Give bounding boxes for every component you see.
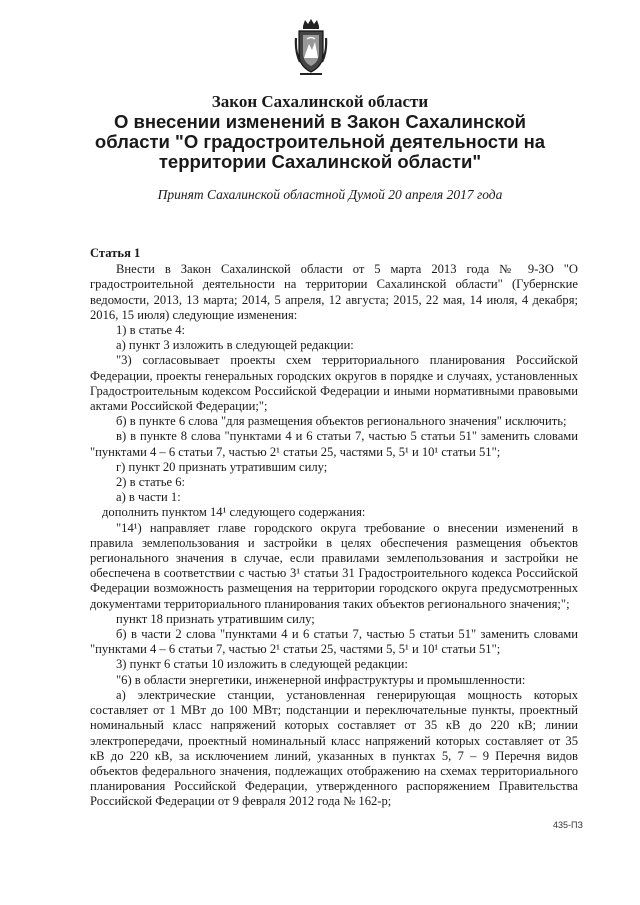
paragraph: г) пункт 20 признать утратившим силу;: [116, 459, 328, 474]
paragraph: в) в пункте 8 слова "пунктами 4 и 6 статьи 7, частью 5 статьи 51" заменить словами "пунктами 4 – 6 статьи 7, частью 2¹ статьи 25, частями 5, 5¹ и 10¹ статьи 51";: [90, 429, 578, 459]
title-line-1: Закон Сахалинской области: [211, 92, 429, 111]
paragraph: "14¹) направляет главе городского округа требование о внесении изменений в правила землепользования и застройки в целях обеспечения размещения объектов регионального значения в случае, если правилами землепользования и застройки не обеспечена в соответствии с частью 3¹ статьи 31 Градостроительного кодекса Российской Федерации возможность размещения на территории городского округа предусмотренных документами территориального планирования таких объектов регионального значения;";: [90, 520, 578, 611]
paragraph: а) в части 1:: [116, 490, 181, 505]
title-line-3: области "О градостроительной деятельности на: [94, 131, 546, 152]
page-code: 435-ПЗ: [553, 820, 583, 830]
paragraph: а) электрические станции, установленная генерирующая мощность которых составляет от 1 МВт до 100 МВт; подстанции и переключательные пункты, проектный номинальный класс напряжений которых составляет от 35 кВ до 220 кВ; линии электропередачи, проектный номинальный класс напряжений которых составляет от 35 кВ до 220 кВ, за исключением линий, указанных в пунктах 5, 7 – 9 Перечня видов объектов федерального значения, подлежащих отображению на схемах территориального планирования Российской Федерации, утвержденного распоряжением Правительства Российской Федерации от 9 февраля 2012 года № 162-р;: [90, 687, 578, 809]
paragraph: 2) в статье 6:: [116, 475, 186, 490]
law-title: [0, 92, 640, 172]
paragraph: Внести в Закон Сахалинской области от 5 марта 2013 года № 9-ЗО "О градостроительной деятельности на территории Сахалинской области" (Губернские ведомости, 2013, 13 марта; 2014, 5 апреля, 12 августа; 2015, 22 мая, 14 июля, 4 декабря; 2016, 15 июля) следующие изменения:: [90, 262, 578, 322]
article-body: [90, 246, 578, 810]
paragraph: б) в пункте 6 слова "для размещения объектов регионального значения" исключить;: [116, 414, 567, 429]
title-line-2: О внесении изменений в Закон Сахалинской: [113, 111, 527, 132]
paragraph: пункт 18 признать утратившим силу;: [116, 611, 315, 626]
title-line-4: территории Сахалинской области": [158, 151, 482, 172]
paragraph: а) пункт 3 изложить в следующей редакции:: [116, 338, 354, 353]
paragraph: 1) в статье 4:: [116, 323, 186, 338]
article-heading: Статья 1: [90, 246, 141, 260]
paragraph: 3) пункт 6 статьи 10 изложить в следующей редакции:: [116, 657, 408, 672]
paragraph: б) в части 2 слова "пунктами 4 и 6 статьи 7, частью 5 статьи 51" заменить словами "пунктами 4 – 6 статьи 7, частью 2¹ статьи 25, частями 5, 5¹ и 10¹ статьи 51";: [90, 627, 578, 657]
coat-of-arms-icon: [294, 18, 328, 78]
paragraph: дополнить пунктом 14¹ следующего содержания:: [102, 505, 366, 520]
adoption-note: Принят Сахалинской областной Думой 20 апреля 2017 года: [157, 187, 503, 202]
paragraph: "3) согласовывает проекты схем территориального планирования Российской Федерации, проекты генеральных городских округов в порядке и случаях, установленных Градостроительным кодексом Российской Федерации и иными нормативными правовыми актами Российской Федерации;";: [90, 353, 578, 414]
paragraph: "6) в области энергетики, инженерной инфраструктуры и промышленности:: [116, 672, 526, 687]
